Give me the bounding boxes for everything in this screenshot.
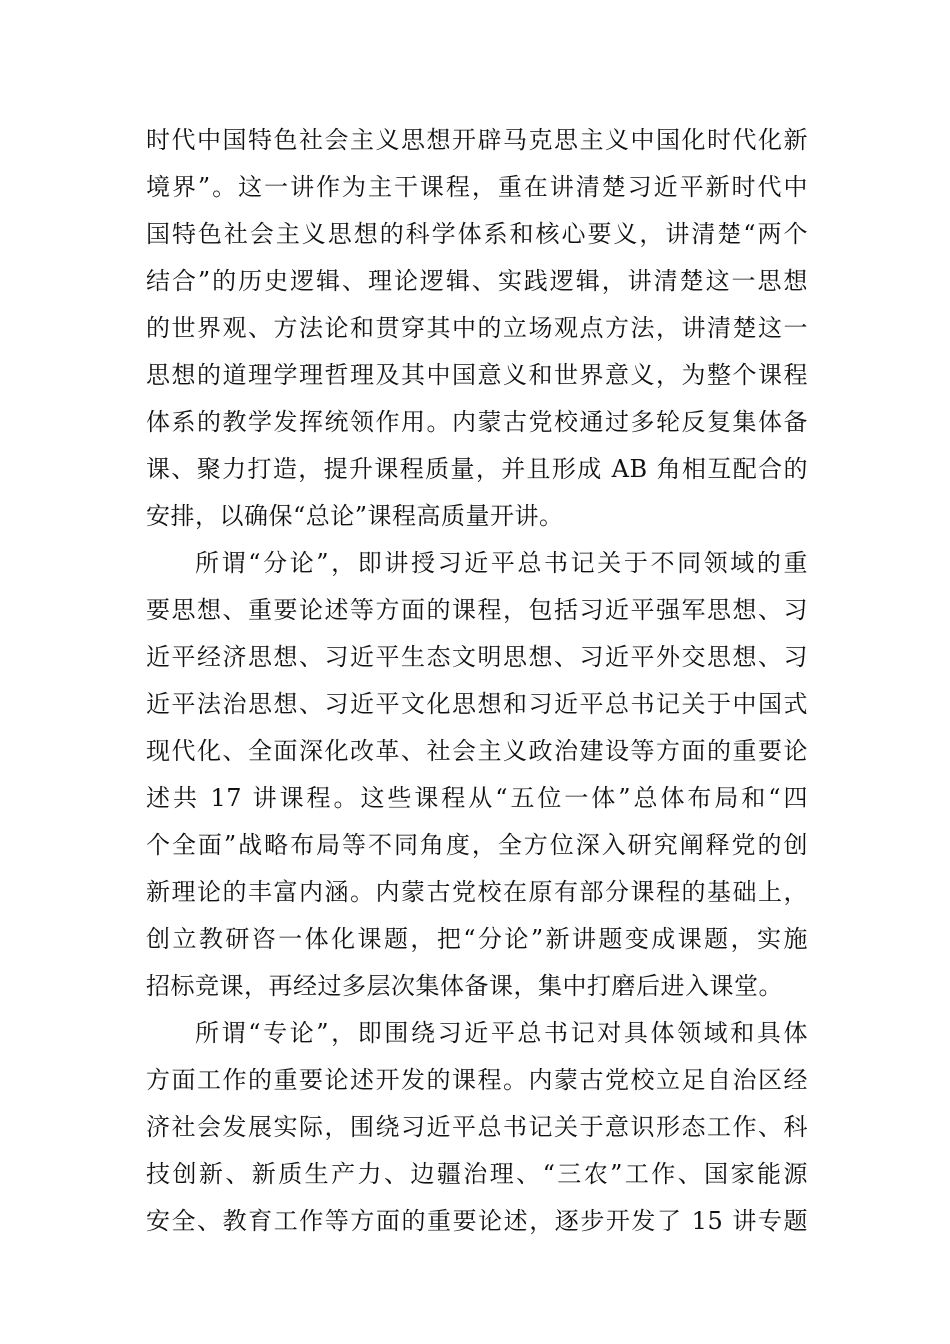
text-line: 体系的教学发挥统领作用。内蒙古党校通过多轮反复集体备 xyxy=(146,408,808,436)
text-line: 安全、教育工作等方面的重要论述，逐步开发了 15 讲专题 xyxy=(146,1207,808,1235)
text-line: 方面工作的重要论述开发的课程。内蒙古党校立足自治区经 xyxy=(146,1066,808,1094)
text-line: 要思想、重要论述等方面的课程，包括习近平强军思想、习 xyxy=(146,596,808,624)
text-line: 近平法治思想、习近平文化思想和习近平总书记关于中国式 xyxy=(146,690,808,718)
text-line: 的世界观、方法论和贯穿其中的立场观点方法，讲清楚这一 xyxy=(146,314,808,342)
text-line: 招标竞课，再经过多层次集体备课，集中打磨后进入课堂。 xyxy=(146,972,783,1000)
text-line: 述共 17 讲课程。这些课程从“五位一体”总体布局和“四 xyxy=(146,784,808,812)
text-line: 境界”。这一讲作为主干课程，重在讲清楚习近平新时代中 xyxy=(146,173,808,201)
text-line: 时代中国特色社会主义思想开辟马克思主义中国化时代化新 xyxy=(146,126,808,154)
text-line: 课、聚力打造，提升课程质量，并且形成 AB 角相互配合的 xyxy=(146,455,808,483)
text-line: 新理论的丰富内涵。内蒙古党校在原有部分课程的基础上， xyxy=(146,878,808,906)
text-line: 安排，以确保“总论”课程高质量开讲。 xyxy=(146,502,564,530)
text-line: 济社会发展实际，围绕习近平总书记关于意识形态工作、科 xyxy=(146,1113,808,1141)
text-line: 所谓“专论”，即围绕习近平总书记对具体领域和具体 xyxy=(195,1019,808,1047)
text-line: 现代化、全面深化改革、社会主义政治建设等方面的重要论 xyxy=(146,737,808,765)
text-line: 创立教研咨一体化课题，把“分论”新讲题变成课题，实施 xyxy=(146,925,808,953)
body-text xyxy=(146,117,808,1245)
text-line: 个全面”战略布局等不同角度，全方位深入研究阐释党的创 xyxy=(146,831,808,859)
text-line: 国特色社会主义思想的科学体系和核心要义，讲清楚“两个 xyxy=(146,220,808,248)
text-line: 结合”的历史逻辑、理论逻辑、实践逻辑，讲清楚这一思想 xyxy=(146,267,808,295)
text-line: 所谓“分论”，即讲授习近平总书记关于不同领域的重 xyxy=(195,549,808,577)
text-line: 近平经济思想、习近平生态文明思想、习近平外交思想、习 xyxy=(146,643,808,671)
text-line: 技创新、新质生产力、边疆治理、“三农”工作、国家能源 xyxy=(146,1160,808,1188)
text-line: 思想的道理学理哲理及其中国意义和世界意义，为整个课程 xyxy=(146,361,808,389)
